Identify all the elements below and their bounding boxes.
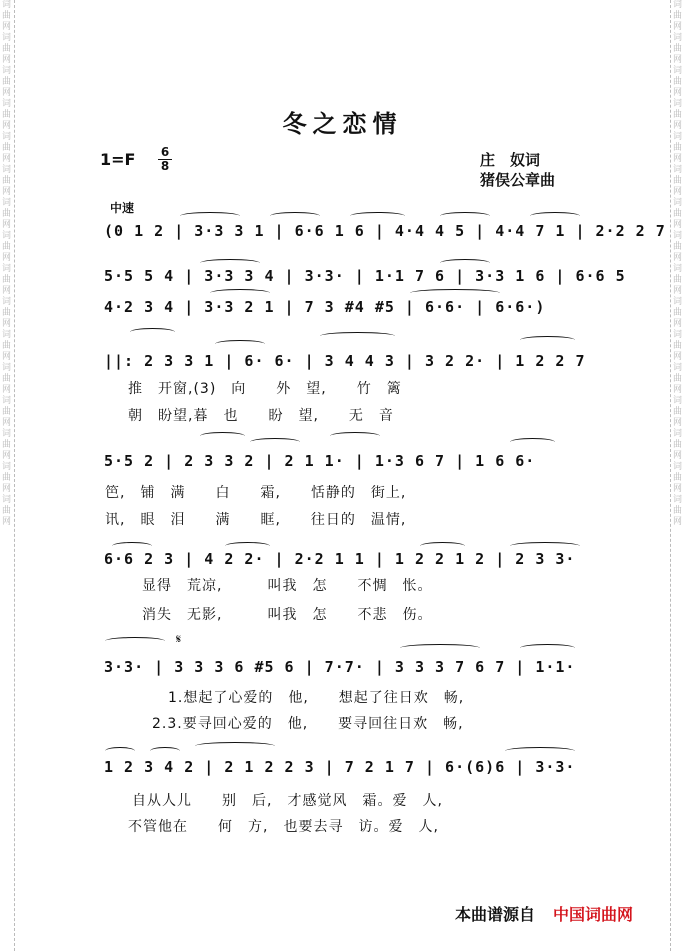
song-title: 冬之恋情 [282,110,403,138]
lyric-line-6-verse-1: 显得 荒凉, 叫我 怎 不惆 怅。 [142,578,433,594]
key-signature: 1=F [100,150,136,169]
credits [480,150,555,190]
left-margin-strip [0,0,15,951]
slur [440,212,490,220]
lyric-line-6-verse-2: 消失 无影, 叫我 怎 不悲 伤。 [142,607,433,623]
source-footer [455,902,633,925]
slur [225,542,270,550]
slur [250,438,300,446]
score-line-8: 1 2 3 4 2 | 2 1 2 2 3 | 7 2 1 7 | 6·(6)6 | 3·3· [104,758,576,776]
meter-top: 6 [160,145,170,159]
lyric-line-5-verse-1: 笆, 铺 满 白 霜, 恬静的 街上, [105,485,407,501]
tempo-marking: 中速 [110,201,135,215]
slur [350,212,405,220]
slur [410,289,500,297]
slur [520,644,575,652]
slur [330,432,380,440]
slur [150,747,180,755]
slur [130,328,175,336]
slur [195,742,275,750]
slur [210,289,270,297]
right-margin-strip [670,0,685,951]
score-line-4: ||: 2 3 3 1 | 6· 6· | 3 4 4 3 | 3 2 2· | 1 2 2 7 [104,352,586,370]
score-line-7: 3·3· | 3 3 3 6 #5 6 | 7·7· | 3 3 3 7 6 7 | 1·1· [104,658,576,676]
score-line-1: (0 1 2 | 3·3 3 1 | 6·6 1 6 | 4·4 4 5 | 4·4 7 1 | 2·2 2 7 [104,222,666,240]
lyric-line-8-verse-2: 不管他在 何 方, 也要去寻 访。爱 人, [128,819,439,835]
score-line-5: 5·5 2 | 2 3 3 2 | 2 1 1· | 1·3 6 7 | 1 6 6· [104,452,536,470]
lyric-line-4-verse-2: 朝 盼望,暮 也 盼 望, 无 音 [128,408,394,424]
slur [180,212,240,220]
score-line-3: 4·2 3 4 | 3·3 2 1 | 7 3 #4 #5 | 6·6· | 6·6·) [104,298,546,316]
meter-bottom: 8 [160,159,170,173]
site-name-link[interactable]: 中国词曲网 [553,905,634,924]
source-label: 本曲谱源自 [455,905,536,924]
time-signature [158,146,172,173]
segno-icon: 𝄋 [176,632,182,646]
slur [505,747,575,755]
slur [200,432,245,440]
slur [320,332,395,340]
slur [520,336,575,344]
lyric-line-8-verse-1: 自从人儿 别 后, 才感觉风 霜。爱 人, [132,793,443,809]
slur [510,438,555,446]
lyric-line-4-verse-1: 推 开窗,(3) 向 外 望, 竹 篱 [128,381,402,397]
right-margin-watermark: 词曲网词曲网词曲网词曲网词曲网词曲网词曲网词曲网词曲网词曲网词曲网词曲网词曲网词曲网词曲网词曲网 [673,0,683,527]
slur [105,747,135,755]
lyric-line-7-verse-2: 2.3.要寻回心爱的 他, 要寻回往日欢 畅, [152,716,464,732]
slur [200,259,260,267]
slur [215,340,265,348]
slur [400,644,480,652]
lyricist-credit: 庄 奴词 [480,151,541,169]
lyric-line-5-verse-2: 讯, 眼 泪 满 眶, 往日的 温情, [105,512,407,528]
slur [112,542,152,550]
slur [270,212,320,220]
left-margin-watermark: 词曲网词曲网词曲网词曲网词曲网词曲网词曲网词曲网词曲网词曲网词曲网词曲网词曲网词曲网词曲网词曲网 [2,0,12,527]
lyric-line-7-verse-1: 1.想起了心爱的 他, 想起了往日欢 畅, [168,690,465,706]
score-line-2: 5·5 5 4 | 3·3 3 4 | 3·3· | 1·1 7 6 | 3·3 1 6 | 6·6 5 [104,267,626,285]
slur [530,212,580,220]
composer-credit: 猪俣公章曲 [480,171,556,189]
slur [510,542,580,550]
slur [420,542,465,550]
slur [440,259,490,267]
slur [105,637,165,645]
score-line-6: 6·6 2 3 | 4 2 2· | 2·2 1 1 | 1 2 2 1 2 | 2 3 3· [104,550,576,568]
